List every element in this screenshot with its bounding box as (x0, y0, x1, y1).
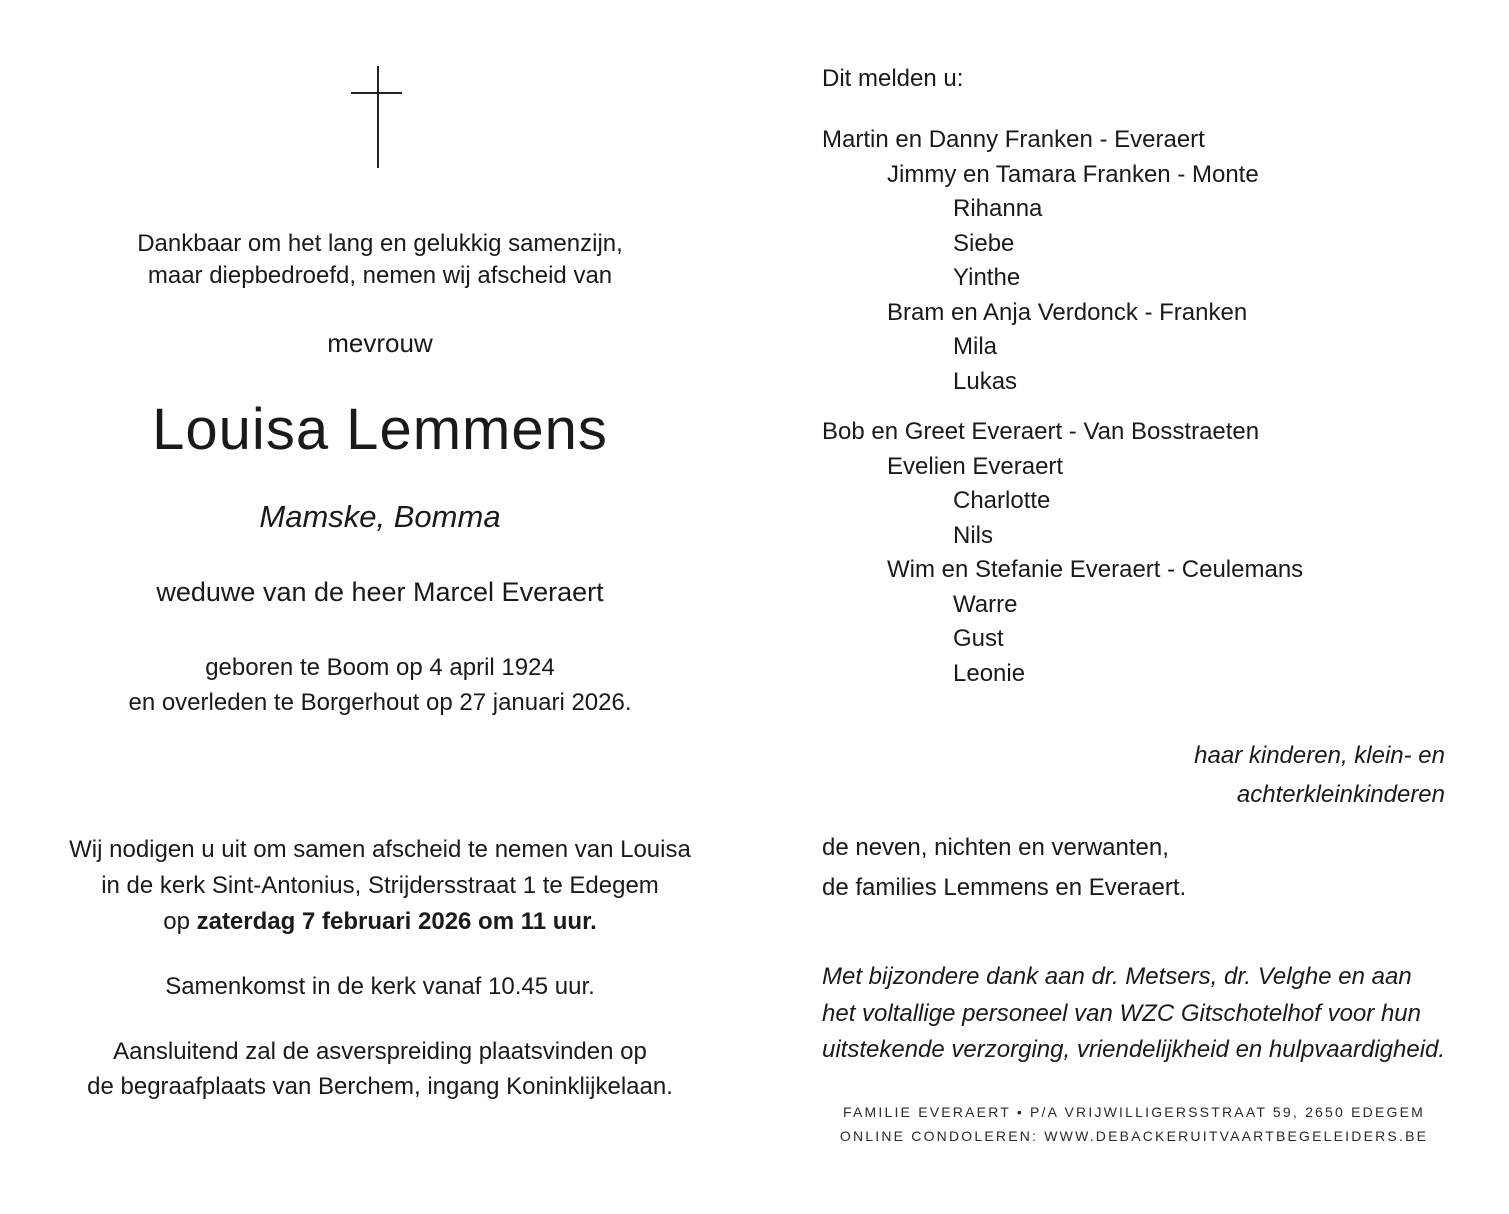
footer-address-line: FAMILIE EVERAERT • P/A VRIJWILLIGERSSTRAAT 59, 2650 EDEGEM (843, 1104, 1425, 1120)
relatives-line-2: de families Lemmens en Everaert. (822, 874, 1187, 901)
ashes-line-2: de begraafplaats van Berchem, ingang Koninklijkelaan. (87, 1073, 673, 1100)
intro-line-1: Dankbaar om het lang en gelukkig samenzijn, (137, 230, 623, 257)
family-member-line: Leonie (953, 659, 1026, 687)
birth-line: geboren te Boom op 4 april 1924 (205, 654, 555, 681)
thanks-line-1: Met bijzondere dank aan dr. Metsers, dr. Velghe en aan (822, 963, 1412, 990)
widow-line: weduwe van de heer Marcel Everaert (156, 577, 604, 607)
family-member-line: Charlotte (953, 487, 1051, 514)
invitation-line-3 (60, 904, 700, 940)
family-member-line: Mila (953, 333, 998, 360)
contact-footer (759, 1100, 1509, 1148)
funeral-invitation (60, 832, 700, 940)
family-member-line: Nils (953, 521, 993, 549)
family-member-line: Evelien Everaert (887, 452, 1064, 480)
family-member-line: Siebe (953, 229, 1015, 257)
family-member-line: Wim en Stefanie Everaert - Ceulemans (887, 556, 1304, 583)
family-group-everaert (822, 415, 1482, 691)
family-member-line: Rihanna (953, 195, 1043, 222)
family-member-line: Bram en Anja Verdonck - Franken (887, 298, 1248, 326)
family-member-line: Yinthe (953, 264, 1021, 291)
death-line: en overleden te Borgerhout op 27 januari 2026. (128, 689, 632, 716)
thanks-line-3: uitstekende verzorging, vriendelijkheid en hulpvaardigheid. (822, 1036, 1446, 1063)
family-member-line: Bob en Greet Everaert - Van Bosstraeten (822, 418, 1260, 445)
funeral-date-time: zaterdag 7 februari 2026 om 11 uur. (196, 908, 597, 935)
acknowledgement-block (822, 959, 1482, 1069)
relation-note-line-1: haar kinderen, klein- en (1194, 742, 1445, 769)
invitation-line-1: Wij nodigen u uit om samen afscheid te nemen van Louisa (69, 836, 691, 863)
relatives-block (822, 828, 1482, 908)
relation-note-line-2: achterkleinkinderen (1236, 781, 1445, 808)
relation-note (1194, 736, 1445, 814)
family-group-franken (822, 123, 1482, 399)
invitation-line-2: in de kerk Sint-Antonius, Strijdersstraat 1 te Edegem (101, 872, 659, 899)
ashes-line-1: Aansluitend zal de asverspreiding plaatsvinden op (113, 1038, 647, 1065)
ashes-ceremony-block (60, 1034, 700, 1104)
family-member-line: Martin en Danny Franken - Everaert (822, 126, 1205, 153)
announcement-heading: Dit melden u: (822, 65, 964, 92)
intro-line-2: maar diepbedroefd, nemen wij afscheid van (147, 262, 613, 289)
family-member-line: Warre (953, 590, 1018, 618)
relatives-line-1: de neven, nichten en verwanten, (822, 834, 1169, 861)
thanks-line-2: het voltallige personeel van WZC Gitschotelhof voor hun (822, 999, 1421, 1027)
nicknames: Mamske, Bomma (259, 499, 501, 534)
invitation-date-prefix: op (163, 908, 197, 935)
family-member-line: Gust (953, 625, 1004, 652)
birth-death-block (60, 650, 700, 720)
family-member-line: Lukas (953, 367, 1018, 395)
intro-text (60, 228, 700, 292)
cross-vertical-bar (377, 66, 379, 168)
footer-condolence-line: ONLINE CONDOLEREN: WWW.DEBACKERUITVAARTBEGELEIDERS.BE (839, 1128, 1429, 1144)
family-member-line: Jimmy en Tamara Franken - Monte (887, 160, 1259, 188)
gathering-info: Samenkomst in de kerk vanaf 10.45 uur. (165, 973, 595, 1000)
deceased-name: Louisa Lemmens (152, 397, 608, 462)
cross-horizontal-bar (351, 92, 402, 94)
honorific-title: mevrouw (327, 328, 433, 358)
